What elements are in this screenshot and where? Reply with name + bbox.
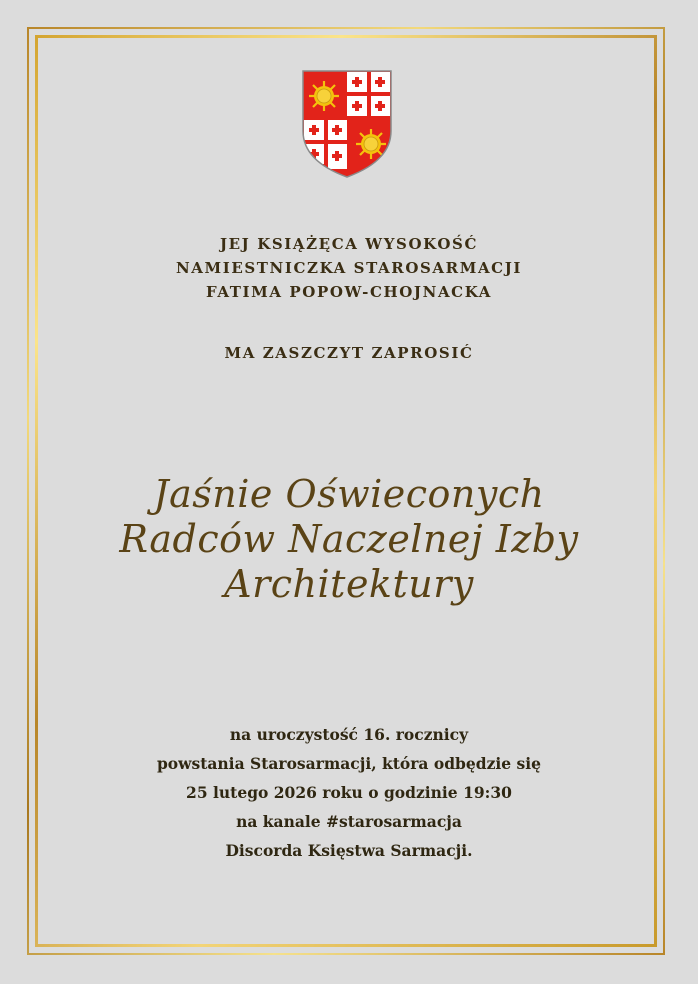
addressee xyxy=(0,472,698,607)
addressee-line3: Architektury xyxy=(224,562,474,606)
details-line2: powstania Starosarmacji, która odbędzie się xyxy=(156,754,542,773)
addressee-line1: Jaśnie Oświeconych xyxy=(153,472,545,516)
details-line3: 25 lutego 2026 roku o godzinie 19:30 xyxy=(186,783,512,802)
host-title-line3: FATIMA POPOW-CHOJNACKA xyxy=(205,283,492,301)
host-title-line2: NAMIESTNICZKA STAROSARMACJI xyxy=(175,259,523,277)
sun-icon xyxy=(309,81,339,111)
host-title xyxy=(0,232,698,304)
details-line4: na kanale #starosarmacja xyxy=(236,812,462,831)
event-details xyxy=(0,720,698,865)
coat-of-arms-icon xyxy=(301,69,393,179)
invite-phrase: MA ZASZCZYT ZAPROSIĆ xyxy=(224,344,474,362)
host-title-line1: JEJ KSIĄŻĘCA WYSOKOŚĆ xyxy=(219,235,479,253)
addressee-line2: Radców Naczelnej Izby xyxy=(119,517,579,561)
details-line5: Discorda Księstwa Sarmacji. xyxy=(225,841,473,860)
details-line1: na uroczystość 16. rocznicy xyxy=(229,725,469,744)
sun-icon xyxy=(356,129,386,159)
